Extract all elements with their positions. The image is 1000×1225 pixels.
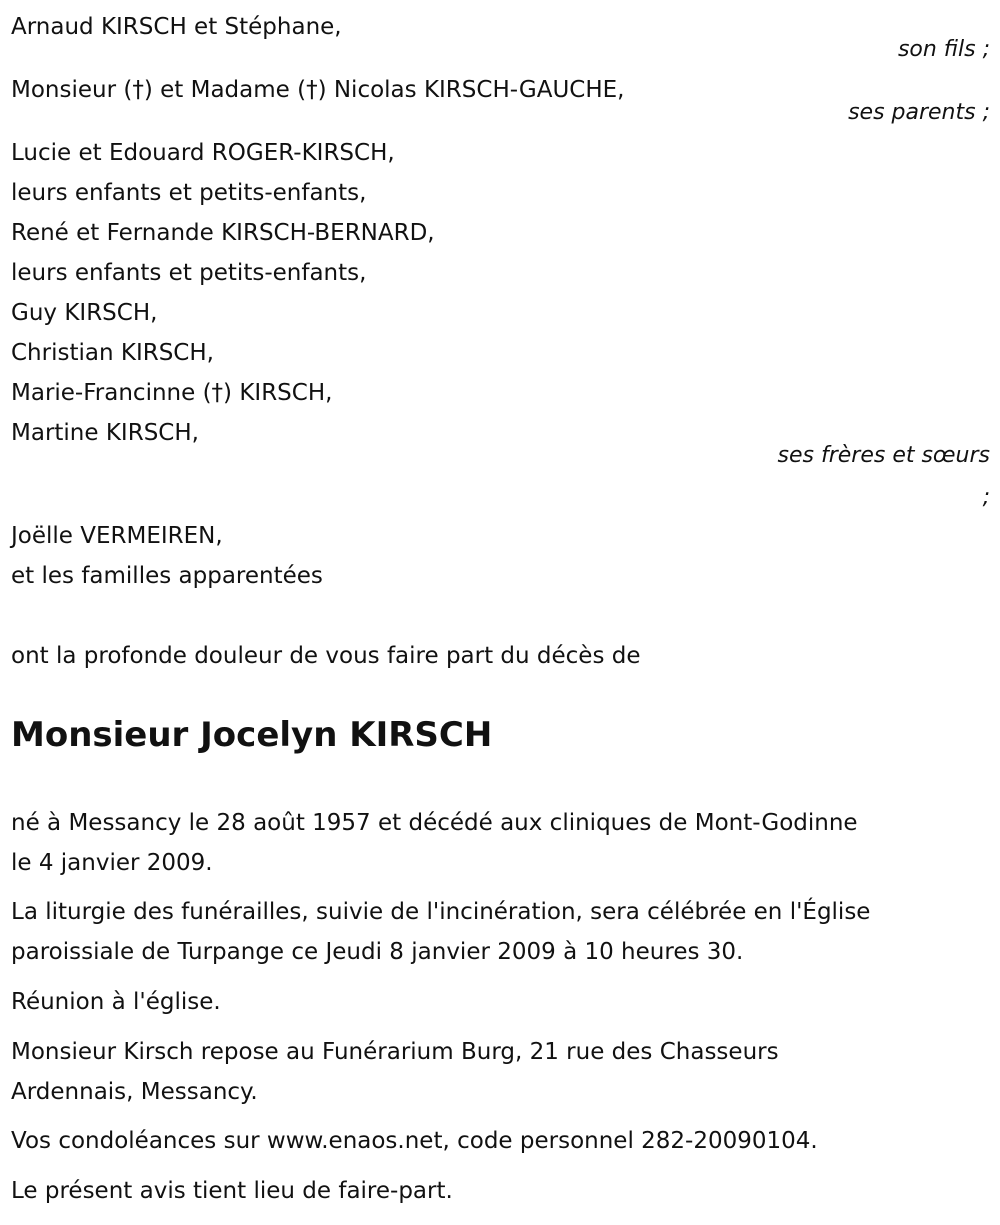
birth-death-line: né à Messancy le 28 août 1957 et décédé aux cliniques de Mont-Godinne: [11, 810, 858, 836]
role-parents: ses parents ;: [848, 100, 990, 125]
sibling-line: Christian KIRSCH,: [11, 340, 214, 366]
sibling-line: Guy KIRSCH,: [11, 300, 158, 326]
other-family-line: et les familles apparentées: [11, 563, 323, 589]
sibling-line: René et Fernande KIRSCH-BERNARD,: [11, 220, 435, 246]
notice-line: Le présent avis tient lieu de faire-part.: [11, 1178, 453, 1204]
family-line-parents: Monsieur (†) et Madame (†) Nicolas KIRSCH-GAUCHE,: [11, 77, 625, 103]
birth-death-line: le 4 janvier 2009.: [11, 850, 213, 876]
sibling-line: leurs enfants et petits-enfants,: [11, 180, 367, 206]
liturgy-line: paroissiale de Turpange ce Jeudi 8 janvier 2009 à 10 heures 30.: [11, 939, 744, 965]
repose-line: Ardennais, Messancy.: [11, 1079, 258, 1105]
deceased-name: Monsieur Jocelyn KIRSCH: [11, 715, 493, 755]
liturgy-line: La liturgie des funérailles, suivie de l'incinération, sera célébrée en l'Église: [11, 899, 871, 925]
announcement-text: ont la profonde douleur de vous faire part du décès de: [11, 643, 641, 669]
condolences-line: Vos condoléances sur www.enaos.net, code personnel 282-20090104.: [11, 1128, 818, 1154]
family-line-son: Arnaud KIRSCH et Stéphane,: [11, 14, 342, 40]
sibling-line: leurs enfants et petits-enfants,: [11, 260, 367, 286]
sibling-line: Marie-Francinne (†) KIRSCH,: [11, 380, 333, 406]
sibling-line: Lucie et Edouard ROGER-KIRSCH,: [11, 140, 395, 166]
sibling-line: Martine KIRSCH,: [11, 420, 199, 446]
role-siblings-end: ;: [982, 485, 990, 510]
role-son: son fils ;: [897, 37, 990, 62]
role-siblings: ses frères et sœurs: [777, 443, 990, 468]
other-family-line: Joëlle VERMEIREN,: [11, 523, 223, 549]
meeting-line: Réunion à l'église.: [11, 989, 221, 1015]
repose-line: Monsieur Kirsch repose au Funérarium Burg, 21 rue des Chasseurs: [11, 1039, 779, 1065]
